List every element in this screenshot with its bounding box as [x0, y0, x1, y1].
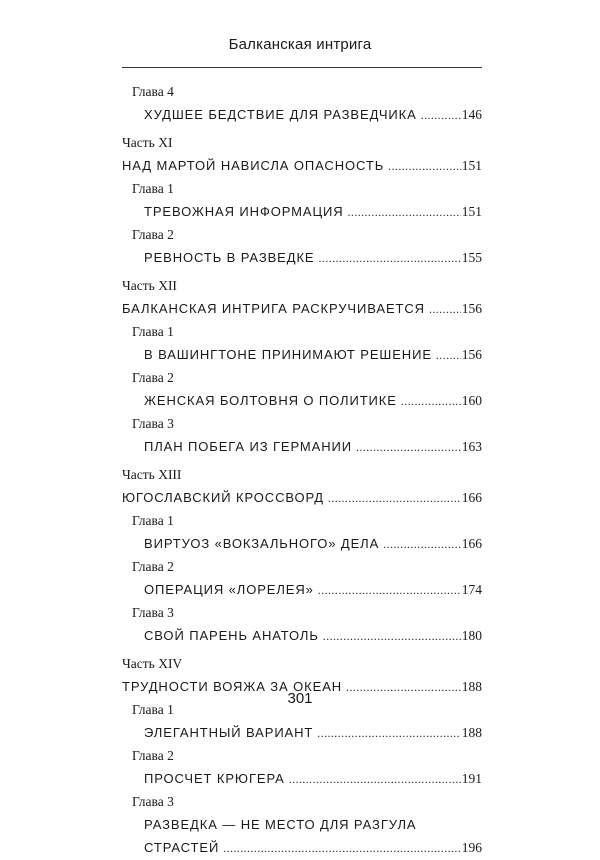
- entry-title: ЖЕНСКАЯ БОЛТОВНЯ О ПОЛИТИКЕ: [144, 393, 397, 408]
- entry-page-number: 180: [461, 628, 482, 643]
- chapter-label: Глава 1: [132, 324, 174, 339]
- entry-title: ХУДШЕЕ БЕДСТВИЕ ДЛЯ РАЗВЕДЧИКА: [144, 107, 417, 122]
- entry-page-number: 156: [461, 301, 482, 316]
- chapter-label: Глава 2: [132, 370, 174, 385]
- entry-page-number: 166: [461, 536, 482, 551]
- toc-chapter-entry: [122, 601, 482, 647]
- entry-title: РЕВНОСТЬ В РАЗВЕДКЕ: [144, 250, 315, 265]
- part-label: Часть XI: [122, 135, 173, 150]
- dot-leader: [317, 722, 460, 745]
- entry-title: В ВАШИНГТОНЕ ПРИНИМАЮТ РЕШЕНИЕ: [144, 347, 432, 362]
- entry-title: ОПЕРАЦИЯ «ЛОРЕЛЕЯ»: [144, 582, 314, 597]
- entry-page-number: 188: [461, 679, 482, 694]
- page-number: 301: [287, 690, 313, 707]
- entry-title: ПЛАН ПОБЕГА ИЗ ГЕРМАНИИ: [144, 439, 352, 454]
- chapter-label: Глава 2: [132, 559, 174, 574]
- entry-page-number: 156: [461, 347, 482, 362]
- dot-leader: [318, 579, 461, 602]
- dot-leader: [388, 155, 461, 178]
- entry-title-continued: СТРАСТЕЙ: [144, 840, 220, 855]
- dot-leader: [383, 533, 461, 556]
- toc-chapter-entry: [122, 412, 482, 458]
- toc-chapter-entry: [122, 509, 482, 555]
- chapter-label: Глава 2: [132, 227, 174, 242]
- toc-part-entry: [122, 463, 482, 509]
- header-rule: [122, 67, 482, 68]
- chapter-label: Глава 3: [132, 416, 174, 431]
- dot-leader: [421, 104, 461, 127]
- entry-page-number: 163: [461, 439, 482, 454]
- toc-chapter-entry: [122, 223, 482, 269]
- part-label: Часть XIV: [122, 656, 183, 671]
- entry-title: ТРУДНОСТИ ВОЯЖА ЗА ОКЕАН: [122, 679, 343, 694]
- toc-part-entry: [122, 131, 482, 177]
- running-header: Балканская интрига: [228, 36, 372, 53]
- dot-leader: [289, 768, 461, 791]
- entry-page-number: 160: [461, 393, 482, 408]
- toc-chapter-entry: [122, 555, 482, 601]
- toc-part-entry: [122, 274, 482, 320]
- dot-leader: [356, 436, 461, 459]
- table-of-contents: [122, 80, 482, 859]
- toc-chapter-entry: [122, 80, 482, 126]
- toc-chapter-entry: [122, 790, 482, 859]
- entry-title: ПРОСЧЕТ КРЮГЕРА: [144, 771, 285, 786]
- dot-leader: [328, 487, 461, 510]
- toc-chapter-entry: [122, 366, 482, 412]
- part-label: Часть XIII: [122, 467, 182, 482]
- entry-title: ВИРТУОЗ «ВОКЗАЛЬНОГО» ДЕЛА: [144, 536, 380, 551]
- entry-title: СВОЙ ПАРЕНЬ АНАТОЛЬ: [144, 628, 319, 643]
- toc-chapter-entry: [122, 320, 482, 366]
- entry-title: НАД МАРТОЙ НАВИСЛА ОПАСНОСТЬ: [122, 158, 385, 173]
- entry-title: БАЛКАНСКАЯ ИНТРИГА РАСКРУЧИВАЕТСЯ: [122, 301, 425, 316]
- entry-page-number: 151: [461, 158, 482, 173]
- entry-page-number: 151: [461, 204, 482, 219]
- entry-page-number: 146: [461, 107, 482, 122]
- entry-page-number: 191: [461, 771, 482, 786]
- chapter-label: Глава 1: [132, 513, 174, 528]
- dot-leader: [323, 625, 461, 648]
- chapter-label: Глава 1: [132, 702, 174, 717]
- chapter-label: Глава 2: [132, 748, 174, 763]
- entry-page-number: 196: [461, 840, 482, 855]
- toc-chapter-entry: [122, 744, 482, 790]
- dot-leader: [319, 247, 461, 270]
- toc-chapter-entry: [122, 177, 482, 223]
- entry-page-number: 155: [461, 250, 482, 265]
- entry-page-number: 188: [461, 725, 482, 740]
- entry-title: ЭЛЕГАНТНЫЙ ВАРИАНТ: [144, 725, 314, 740]
- dot-leader: [436, 344, 461, 367]
- entry-page-number: 166: [461, 490, 482, 505]
- chapter-label: Глава 4: [132, 84, 174, 99]
- entry-title: ТРЕВОЖНАЯ ИНФОРМАЦИЯ: [144, 204, 344, 219]
- dot-leader: [223, 837, 461, 860]
- entry-title: ЮГОСЛАВСКИЙ КРОССВОРД: [122, 490, 324, 505]
- dot-leader: [401, 390, 461, 413]
- chapter-label: Глава 1: [132, 181, 174, 196]
- dot-leader: [429, 298, 461, 321]
- dot-leader: [348, 201, 461, 224]
- part-label: Часть XII: [122, 278, 177, 293]
- chapter-label: Глава 3: [132, 794, 174, 809]
- chapter-label: Глава 3: [132, 605, 174, 620]
- entry-page-number: 174: [461, 582, 482, 597]
- entry-title: РАЗВЕДКА — НЕ МЕСТО ДЛЯ РАЗГУЛА: [144, 817, 417, 832]
